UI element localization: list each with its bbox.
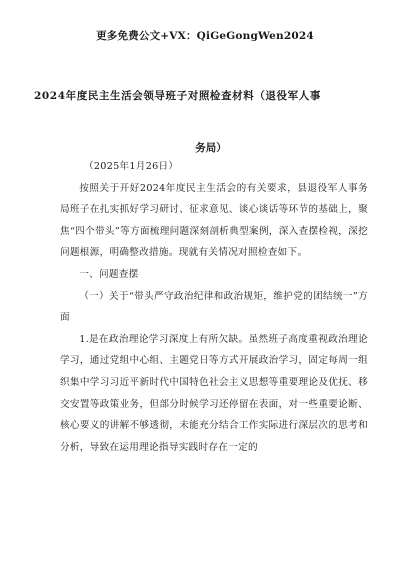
section-heading: 一、问题查摆 (79, 268, 139, 280)
subsection-heading: （一）关于“带头严守政治纪律和政治规矩，维护党的团结统一”方面 (60, 290, 368, 324)
promo-banner: 更多免费公文+VX：QiGeGongWen2024 (96, 30, 314, 42)
document-date: （2025年1月26日） (84, 161, 179, 172)
point-paragraph: 1.是在政治理论学习深度上有所欠缺。虽然班子高度重视政治理论学习，通过党组中心组、主题党日等方式开展政治学习，固定每周一组织集中学习习近平新时代中国特色社会主义思想等重要理论及优抚、移交安置等政策业务，但部分时候学习还停留在表面，对一些重要论断、核心要义的讲解不够透彻，未能充分结合工作实际进行深层次的思考和分析，导致在运用理论指导实践时存在一定的 (60, 333, 368, 453)
title-line-2: 务局） (195, 142, 227, 154)
document-body (60, 156, 368, 458)
title-line-1: 2024年度民主生活会领导班子对照检查材料（退役军人事 (34, 90, 321, 102)
intro-paragraph: 按照关于开好2024年度民主生活会的有关要求，县退役军人事务局班子在扎实抓好学习研讨、征求意见、谈心谈话等环节的基础上，聚焦“四个带头”等方面梳理问题深刻剖析典型案例，深入查摆检视，深挖问题根源，明确整改措施。现就有关情况对照检查如下。 (60, 182, 368, 259)
